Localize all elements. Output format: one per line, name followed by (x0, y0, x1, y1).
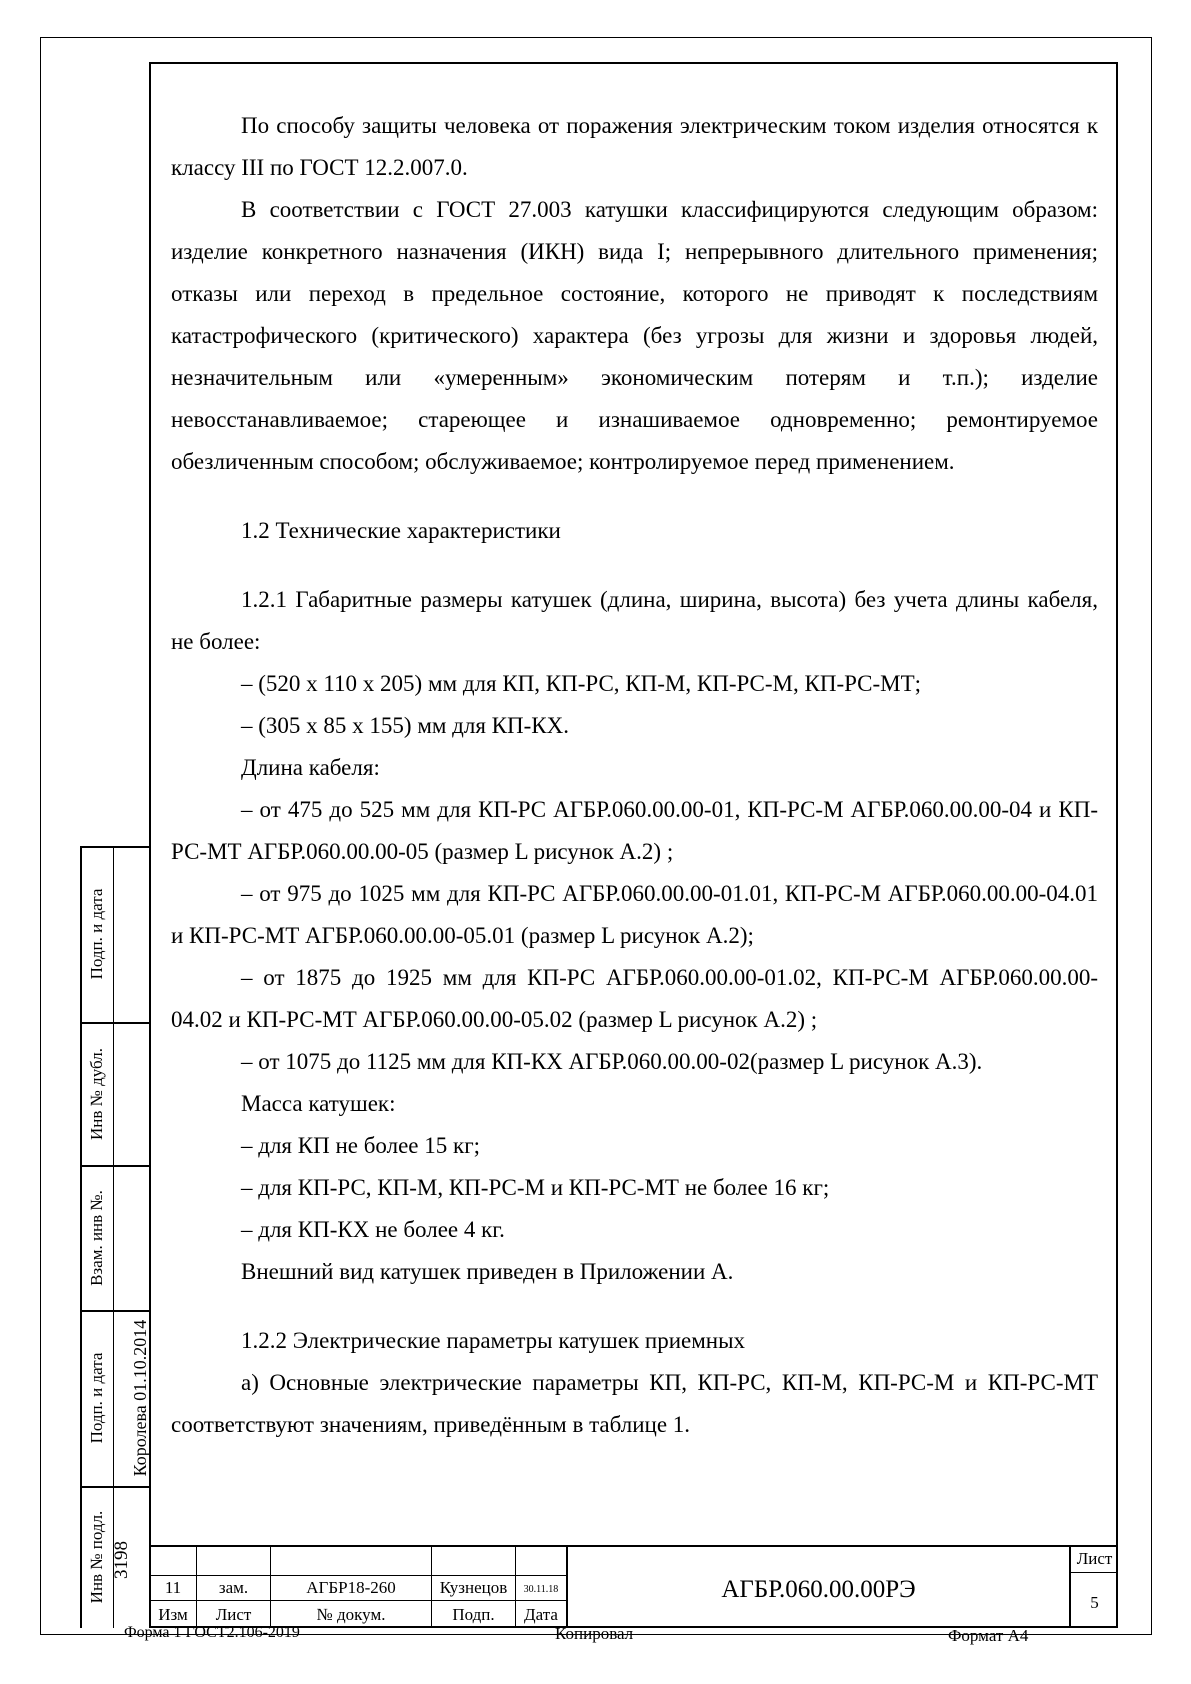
izm-value: 11 (164, 1578, 182, 1597)
list-item: – (305 х 85 х 155) мм для КП-КХ. (241, 713, 569, 738)
list-item: – от 1075 до 1125 мм для КП-КХ АГБР.060.00.00-02(размер L рисунок А.3). (241, 1049, 983, 1074)
vzam-inv-label: Взам. инв №. (87, 1190, 106, 1286)
paragraph: а) Основные электрические параметры КП, КП-РС, КП-М, КП-РС-М и КП-РС-МТ соответствуют значениям, приведённым в таблице 1. (171, 1370, 1098, 1437)
podp-i-data-label: Подп. и дата (87, 1352, 106, 1444)
section-heading: 1.2 Технические характеристики (241, 518, 561, 543)
list-item: – (520 х 110 х 205) мм для КП, КП-РС, КП-М, КП-РС-М, КП-РС-МТ; (241, 671, 922, 696)
paragraph: 1.2.1 Габаритные размеры катушек (длина, ширина, высота) без учета длины кабеля, не более: (171, 587, 1098, 654)
section-heading: 1.2.2 Электрические параметры катушек приемных (241, 1328, 746, 1353)
footer-copied: Копировал (555, 1624, 634, 1643)
podp-i-data-label: Подп. и дата (87, 888, 106, 980)
paragraph: По способу защиты человека от поражения электрическим током изделия относятся к классу III по ГОСТ 12.2.007.0. (171, 113, 1098, 180)
paragraph: Внешний вид катушек приведен в Приложении А. (241, 1259, 734, 1284)
signature-date: Королева 01.10.2014 (130, 1319, 150, 1477)
paragraph: В соответствии с ГОСТ 27.003 катушки классифицируются следующим образом: изделие конкретного назначения (ИКН) вида I; непрерывного длительного применения; отказы или переход в предельное состояние, которого не приводят к последствиям катастрофического (критического) характера (без угрозы для жизни и здоровья людей, незначительным или «умеренным» экономическим потерям и т.п.); изделие невосстанавливаемое; стареющее и изнашиваемое одновременно; ремонтируемое обезличенным способом; обслуживаемое; контролируемое перед применением. (171, 197, 1098, 474)
podp-value: Кузнецов (439, 1578, 508, 1597)
paragraph: Масса катушек: (241, 1091, 396, 1116)
list-item: – от 975 до 1025 мм для КП-РС АГБР.060.00.00-01.01, КП-РС-М АГБР.060.00.00-04.01 и КП-РС-МТ АГБР.060.00.00-05.01 (размер L рисунок А.2); (171, 881, 1098, 948)
hdr-izm: Изм (158, 1605, 188, 1624)
document-designation: АГБР.060.00.00РЭ (721, 1576, 916, 1603)
footer-form: Форма 1 ГОСТ2.106-2019 (124, 1624, 300, 1641)
hdr-dokum: № докум. (316, 1605, 386, 1624)
hdr-podp: Подп. (452, 1605, 495, 1624)
hdr-data: Дата (524, 1605, 558, 1624)
list-item: – для КП-КХ не более 4 кг. (241, 1217, 505, 1242)
list-item: – для КП-РС, КП-М, КП-РС-М и КП-РС-МТ не более 16 кг; (241, 1175, 830, 1200)
hdr-list: Лист (215, 1605, 252, 1624)
inv-podl-value: 3198 (111, 1541, 132, 1579)
list-value: зам. (218, 1578, 249, 1597)
data-value: 30.11.18 (523, 1584, 559, 1595)
footer-format: Формат А4 (948, 1626, 1029, 1645)
inv-podl-label: Инв № подл. (87, 1510, 106, 1604)
document-body (171, 105, 1098, 1446)
list-item: – для КП не более 15 кг; (241, 1133, 481, 1158)
list-item: – от 1875 до 1925 мм для КП-РС АГБР.060.00.00-01.02, КП-РС-М АГБР.060.00.00-04.02 и КП-РС-МТ АГБР.060.00.00-05.02 (размер L рисунок А.2) ; (171, 965, 1098, 1032)
dokum-value: АГБР18-260 (306, 1578, 396, 1597)
list-item: – от 475 до 525 мм для КП-РС АГБР.060.00.00-01, КП-РС-М АГБР.060.00.00-04 и КП-РС-МТ АГБР.060.00.00-05 (размер L рисунок А.2) ; (171, 797, 1098, 864)
inv-dubl-label: Инв № дубл. (87, 1048, 106, 1141)
sheet-label: Лист (1076, 1549, 1113, 1568)
paragraph: Длина кабеля: (241, 755, 380, 780)
sheet-number: 5 (1090, 1593, 1099, 1612)
